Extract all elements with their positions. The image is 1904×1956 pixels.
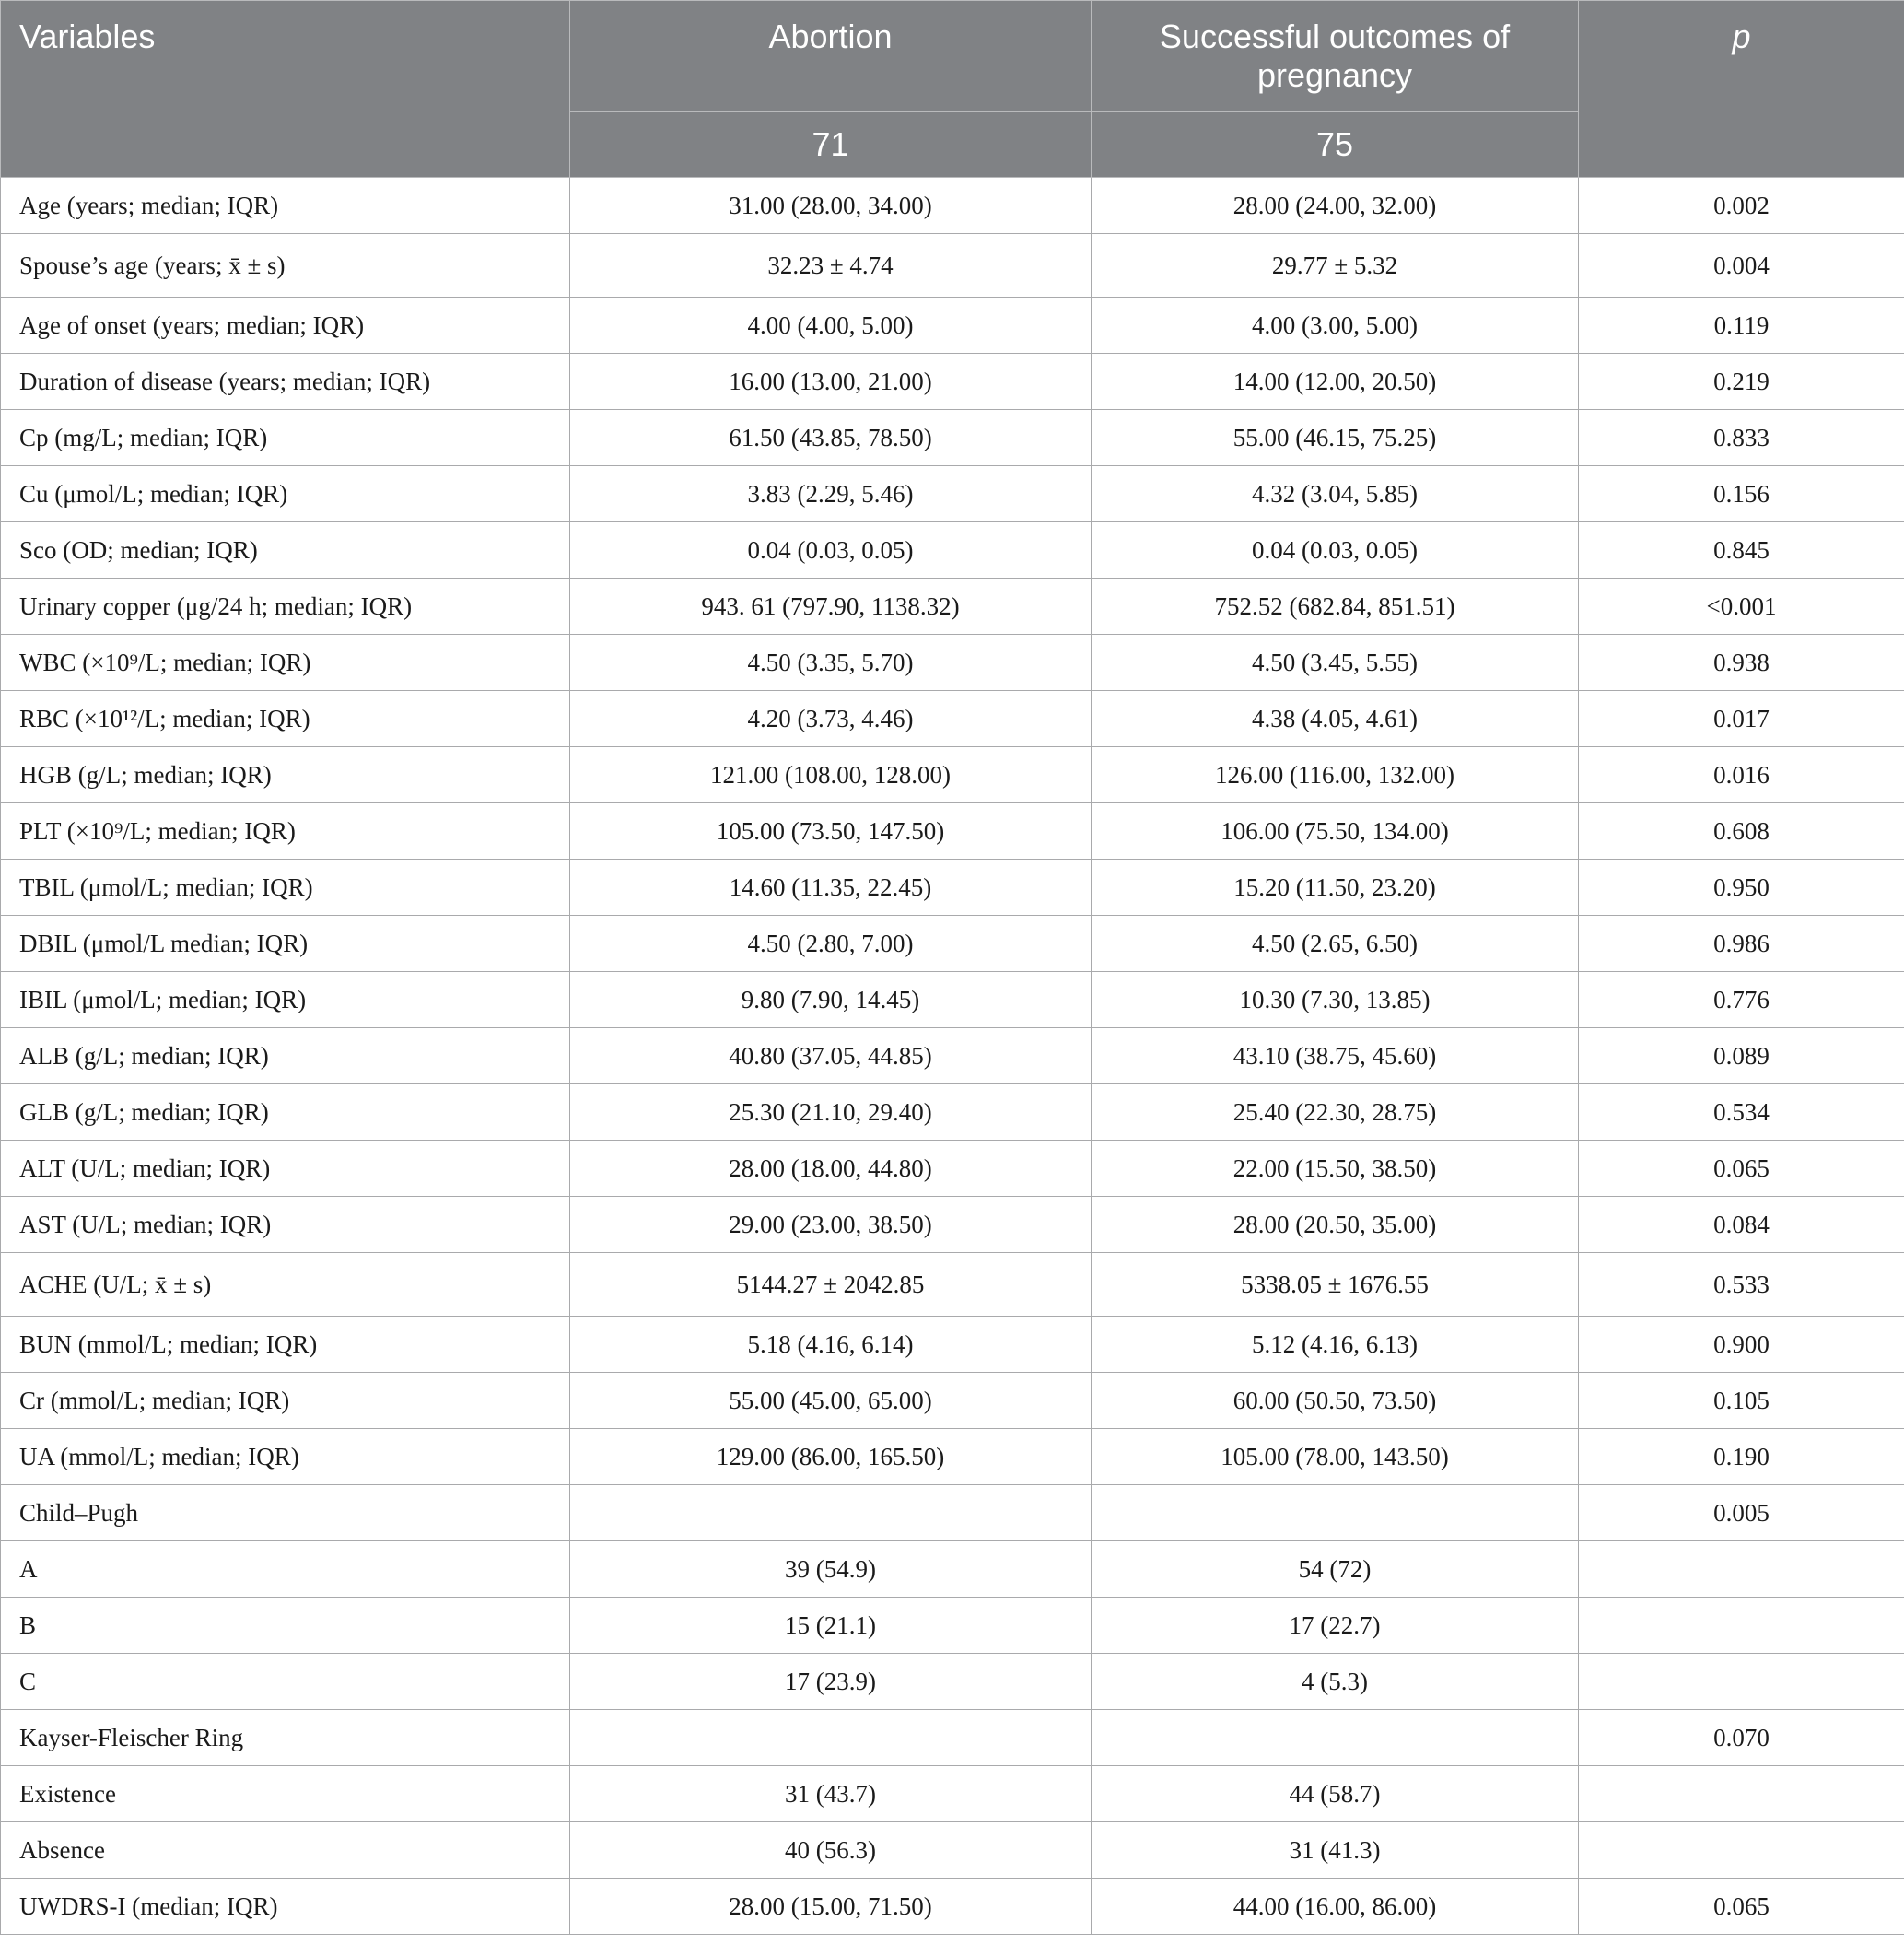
cell-variable: ACHE (U/L; x̄ ± s): [1, 1253, 570, 1317]
cell-success: 5.12 (4.16, 6.13): [1092, 1317, 1579, 1373]
cell-variable: Cp (mg/L; median; IQR): [1, 410, 570, 466]
cell-p: 0.950: [1579, 860, 1904, 916]
cell-abortion: 39 (54.9): [570, 1541, 1092, 1598]
cell-p: [1579, 1598, 1904, 1654]
cell-abortion: 28.00 (15.00, 71.50): [570, 1879, 1092, 1935]
cell-success: 10.30 (7.30, 13.85): [1092, 972, 1579, 1028]
cell-variable: ALB (g/L; median; IQR): [1, 1028, 570, 1084]
cell-success: 752.52 (682.84, 851.51): [1092, 579, 1579, 635]
table-header: [1, 1, 1904, 178]
cell-abortion: 25.30 (21.10, 29.40): [570, 1084, 1092, 1141]
cell-success: 31 (41.3): [1092, 1822, 1579, 1879]
table-row: [1, 1373, 1904, 1429]
cell-success: 15.20 (11.50, 23.20): [1092, 860, 1579, 916]
cell-p: 0.190: [1579, 1429, 1904, 1485]
cell-abortion: 0.04 (0.03, 0.05): [570, 522, 1092, 579]
cell-success: 44.00 (16.00, 86.00): [1092, 1879, 1579, 1935]
header-success-n: 75: [1092, 112, 1579, 178]
cell-variable: Age of onset (years; median; IQR): [1, 298, 570, 354]
cell-p: 0.900: [1579, 1317, 1904, 1373]
cell-abortion: 55.00 (45.00, 65.00): [570, 1373, 1092, 1429]
cell-abortion: 5.18 (4.16, 6.14): [570, 1317, 1092, 1373]
table-row: [1, 234, 1904, 298]
table-row: [1, 1485, 1904, 1541]
cell-variable: C: [1, 1654, 570, 1710]
table-row: [1, 1253, 1904, 1317]
cell-p: [1579, 1822, 1904, 1879]
table-row: [1, 972, 1904, 1028]
cell-abortion: [570, 1710, 1092, 1766]
cell-p: 0.608: [1579, 803, 1904, 860]
table-row: [1, 1141, 1904, 1197]
table-row: [1, 410, 1904, 466]
cell-p: 0.105: [1579, 1373, 1904, 1429]
cell-abortion: 31 (43.7): [570, 1766, 1092, 1822]
cell-variable: HGB (g/L; median; IQR): [1, 747, 570, 803]
cell-variable: WBC (×10⁹/L; median; IQR): [1, 635, 570, 691]
table-row: [1, 916, 1904, 972]
cell-abortion: 943. 61 (797.90, 1138.32): [570, 579, 1092, 635]
table-row: [1, 1654, 1904, 1710]
cell-p: 0.119: [1579, 298, 1904, 354]
table-body: [1, 178, 1904, 1935]
table-row: [1, 1598, 1904, 1654]
cell-p: 0.534: [1579, 1084, 1904, 1141]
cell-abortion: 61.50 (43.85, 78.50): [570, 410, 1092, 466]
header-success: Successful outcomes of pregnancy: [1092, 1, 1579, 112]
table-row: [1, 466, 1904, 522]
cell-abortion: 14.60 (11.35, 22.45): [570, 860, 1092, 916]
cell-p: [1579, 1654, 1904, 1710]
cell-p: 0.986: [1579, 916, 1904, 972]
cell-success: 106.00 (75.50, 134.00): [1092, 803, 1579, 860]
cell-success: 28.00 (20.50, 35.00): [1092, 1197, 1579, 1253]
cell-variable: ALT (U/L; median; IQR): [1, 1141, 570, 1197]
cell-success: [1092, 1485, 1579, 1541]
cell-success: 25.40 (22.30, 28.75): [1092, 1084, 1579, 1141]
table-row: [1, 354, 1904, 410]
cell-p: [1579, 1541, 1904, 1598]
table-row: [1, 1084, 1904, 1141]
table-row: [1, 298, 1904, 354]
cell-p: 0.005: [1579, 1485, 1904, 1541]
cell-success: 29.77 ± 5.32: [1092, 234, 1579, 298]
cell-variable: Sco (OD; median; IQR): [1, 522, 570, 579]
cell-abortion: 4.50 (3.35, 5.70): [570, 635, 1092, 691]
cell-variable: PLT (×10⁹/L; median; IQR): [1, 803, 570, 860]
cell-p: 0.845: [1579, 522, 1904, 579]
cell-abortion: 40.80 (37.05, 44.85): [570, 1028, 1092, 1084]
cell-p: 0.219: [1579, 354, 1904, 410]
cell-variable: AST (U/L; median; IQR): [1, 1197, 570, 1253]
cell-success: 5338.05 ± 1676.55: [1092, 1253, 1579, 1317]
cell-p: 0.016: [1579, 747, 1904, 803]
cell-variable: BUN (mmol/L; median; IQR): [1, 1317, 570, 1373]
cell-variable: Urinary copper (μg/24 h; median; IQR): [1, 579, 570, 635]
cell-variable: RBC (×10¹²/L; median; IQR): [1, 691, 570, 747]
cell-abortion: 129.00 (86.00, 165.50): [570, 1429, 1092, 1485]
table-row: [1, 691, 1904, 747]
cell-variable: GLB (g/L; median; IQR): [1, 1084, 570, 1141]
cell-p: 0.002: [1579, 178, 1904, 234]
cell-abortion: 29.00 (23.00, 38.50): [570, 1197, 1092, 1253]
cell-success: 4.50 (2.65, 6.50): [1092, 916, 1579, 972]
cell-variable: Cr (mmol/L; median; IQR): [1, 1373, 570, 1429]
cell-p: 0.089: [1579, 1028, 1904, 1084]
cell-success: 43.10 (38.75, 45.60): [1092, 1028, 1579, 1084]
cell-p: <0.001: [1579, 579, 1904, 635]
table-row: [1, 1197, 1904, 1253]
cell-abortion: 32.23 ± 4.74: [570, 234, 1092, 298]
table-row: [1, 1766, 1904, 1822]
table-row: [1, 1541, 1904, 1598]
table-row: [1, 747, 1904, 803]
cell-p: 0.065: [1579, 1141, 1904, 1197]
cell-variable: DBIL (μmol/L median; IQR): [1, 916, 570, 972]
table-row: [1, 803, 1904, 860]
cell-abortion: 31.00 (28.00, 34.00): [570, 178, 1092, 234]
cell-success: 22.00 (15.50, 38.50): [1092, 1141, 1579, 1197]
table-row: [1, 178, 1904, 234]
header-p: p: [1579, 1, 1904, 178]
cell-success: 126.00 (116.00, 132.00): [1092, 747, 1579, 803]
cell-variable: Duration of disease (years; median; IQR): [1, 354, 570, 410]
table-row: [1, 522, 1904, 579]
cell-success: 44 (58.7): [1092, 1766, 1579, 1822]
cell-variable: A: [1, 1541, 570, 1598]
cell-success: 55.00 (46.15, 75.25): [1092, 410, 1579, 466]
table-row: [1, 1317, 1904, 1373]
cell-p: 0.065: [1579, 1879, 1904, 1935]
cell-p: 0.084: [1579, 1197, 1904, 1253]
table-row: [1, 1822, 1904, 1879]
cell-variable: Age (years; median; IQR): [1, 178, 570, 234]
cell-p: 0.017: [1579, 691, 1904, 747]
cell-variable: TBIL (μmol/L; median; IQR): [1, 860, 570, 916]
cell-p: 0.533: [1579, 1253, 1904, 1317]
cell-abortion: 17 (23.9): [570, 1654, 1092, 1710]
cell-p: 0.156: [1579, 466, 1904, 522]
cell-success: 4.00 (3.00, 5.00): [1092, 298, 1579, 354]
cell-success: 105.00 (78.00, 143.50): [1092, 1429, 1579, 1485]
cell-p: 0.070: [1579, 1710, 1904, 1766]
cell-abortion: 121.00 (108.00, 128.00): [570, 747, 1092, 803]
cell-success: 14.00 (12.00, 20.50): [1092, 354, 1579, 410]
cell-variable: UA (mmol/L; median; IQR): [1, 1429, 570, 1485]
header-variables: Variables: [1, 1, 570, 178]
cell-variable: UWDRS-I (median; IQR): [1, 1879, 570, 1935]
cell-abortion: 4.20 (3.73, 4.46): [570, 691, 1092, 747]
cell-success: 0.04 (0.03, 0.05): [1092, 522, 1579, 579]
cell-variable: Child–Pugh: [1, 1485, 570, 1541]
cell-p: 0.938: [1579, 635, 1904, 691]
cell-abortion: 15 (21.1): [570, 1598, 1092, 1654]
cell-success: 4.38 (4.05, 4.61): [1092, 691, 1579, 747]
cell-success: 4.50 (3.45, 5.55): [1092, 635, 1579, 691]
cell-abortion: 105.00 (73.50, 147.50): [570, 803, 1092, 860]
cell-success: 17 (22.7): [1092, 1598, 1579, 1654]
cell-abortion: 4.50 (2.80, 7.00): [570, 916, 1092, 972]
cell-abortion: 28.00 (18.00, 44.80): [570, 1141, 1092, 1197]
table-row: [1, 579, 1904, 635]
cell-success: 4.32 (3.04, 5.85): [1092, 466, 1579, 522]
cell-abortion: 16.00 (13.00, 21.00): [570, 354, 1092, 410]
cell-abortion: 5144.27 ± 2042.85: [570, 1253, 1092, 1317]
cell-p: 0.004: [1579, 234, 1904, 298]
header-abortion-n: 71: [570, 112, 1092, 178]
cell-success: 60.00 (50.50, 73.50): [1092, 1373, 1579, 1429]
table-row: [1, 860, 1904, 916]
cell-abortion: 4.00 (4.00, 5.00): [570, 298, 1092, 354]
table-row: [1, 1710, 1904, 1766]
cell-variable: Cu (μmol/L; median; IQR): [1, 466, 570, 522]
cell-abortion: 3.83 (2.29, 5.46): [570, 466, 1092, 522]
table-row: [1, 1879, 1904, 1935]
cell-success: 28.00 (24.00, 32.00): [1092, 178, 1579, 234]
cell-success: 4 (5.3): [1092, 1654, 1579, 1710]
cell-success: 54 (72): [1092, 1541, 1579, 1598]
cell-p: 0.833: [1579, 410, 1904, 466]
table-row: [1, 1028, 1904, 1084]
cell-abortion: 9.80 (7.90, 14.45): [570, 972, 1092, 1028]
header-abortion: Abortion: [570, 1, 1092, 112]
cell-abortion: [570, 1485, 1092, 1541]
cell-variable: Existence: [1, 1766, 570, 1822]
cell-variable: IBIL (μmol/L; median; IQR): [1, 972, 570, 1028]
cell-variable: Absence: [1, 1822, 570, 1879]
table-row: [1, 1429, 1904, 1485]
cell-abortion: 40 (56.3): [570, 1822, 1092, 1879]
cell-p: 0.776: [1579, 972, 1904, 1028]
table-row: [1, 635, 1904, 691]
cell-p: [1579, 1766, 1904, 1822]
cell-variable: Kayser-Fleischer Ring: [1, 1710, 570, 1766]
cell-variable: B: [1, 1598, 570, 1654]
cell-variable: Spouse’s age (years; x̄ ± s): [1, 234, 570, 298]
cell-success: [1092, 1710, 1579, 1766]
